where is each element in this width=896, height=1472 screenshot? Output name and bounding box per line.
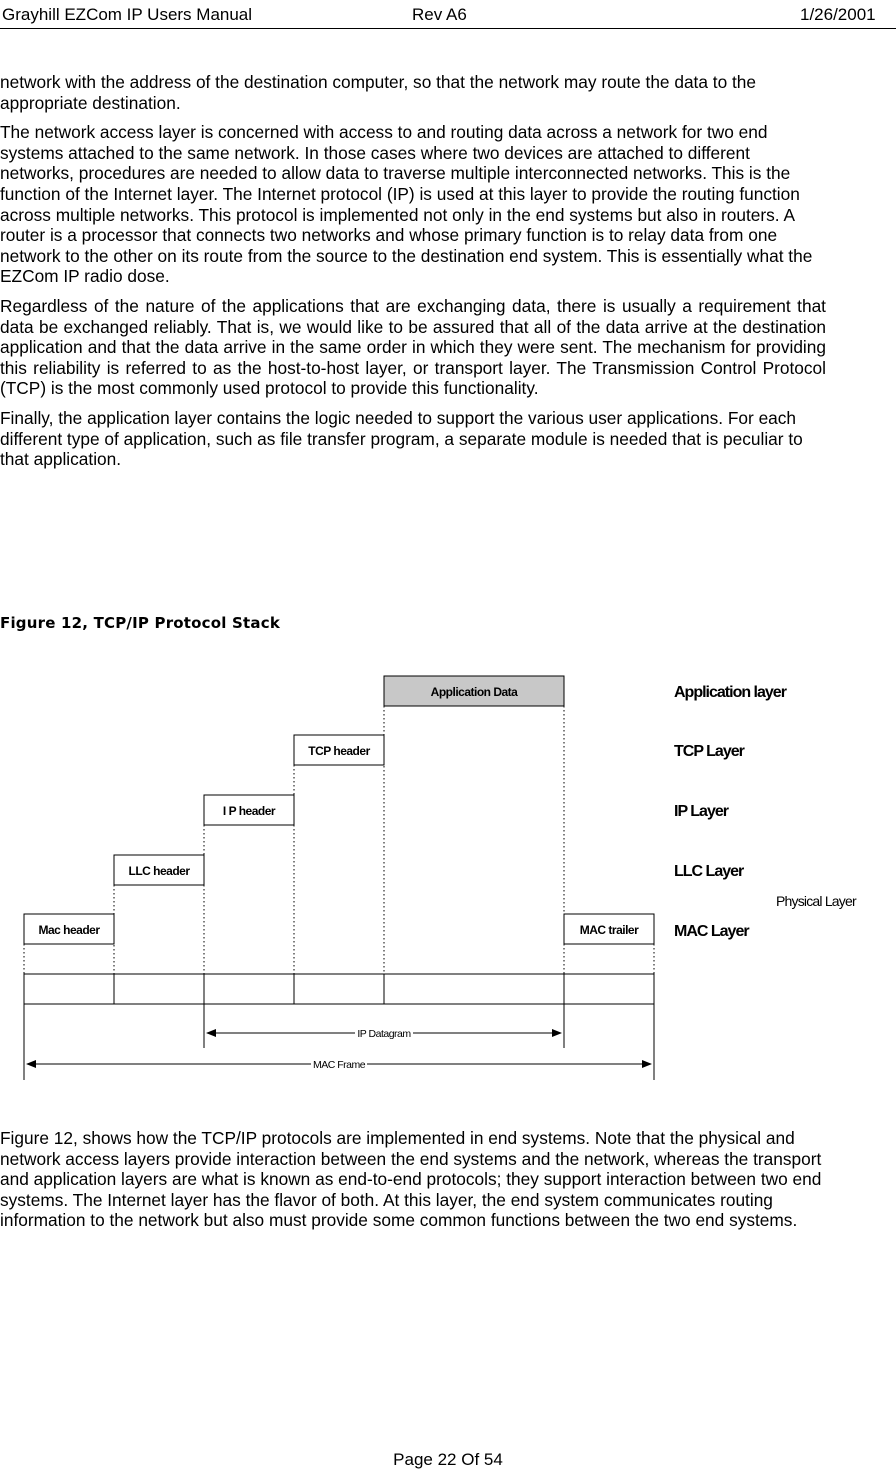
llc-layer-label: LLC Layer	[674, 863, 744, 880]
body-text	[0, 72, 826, 479]
frame-row-outline	[24, 974, 654, 1004]
tcp-layer-label: TCP Layer	[674, 743, 744, 760]
mac-layer-label: MAC Layer	[674, 923, 749, 940]
mac-header-label: Mac header	[38, 923, 100, 937]
frame-row	[24, 974, 654, 1004]
application-layer-label: Application layer	[674, 684, 786, 701]
mac-trailer-label: MAC trailer	[579, 923, 639, 937]
closing-text	[0, 1128, 826, 1231]
header-revision: Rev A6	[412, 5, 467, 24]
header-title: Grayhill EZCom IP Users Manual	[2, 5, 253, 24]
paragraph: Finally, the application layer contains the logic needed to support the various user applications. For each different type of application, such as file transfer program, a separate module is needed that is peculiar to that application.	[0, 407, 803, 470]
paragraph: The network access layer is concerned with access to and routing data across a network for two end systems attached to the same network. In those cases where two devices are attached to different networks, procedures are needed to allow data to traverse multiple interconnected networks. This is the function of the Internet layer. The Internet protocol (IP) is used at this layer to provide the routing function across multiple networks. This protocol is implemented not only in the end systems but also in routers. A router is a processor that connects two networks and whose primary function is to relay data from one network to the other on its route from the source to the destination end system. This is essentially what the EZCom IP radio dose.	[0, 122, 813, 287]
figure-caption: Figure 12, TCP/IP Protocol Stack	[0, 614, 280, 632]
paragraph: Figure 12, shows how the TCP/IP protocols are implemented in end systems. Note that the physical and network access layers provide interaction between the end systems and the network, whereas the transport and application layers are what is known as end-to-end protocols; they support interaction between two end systems. The Internet layer has the flavor of both. At this layer, the end system communicates routing information to the network but also must provide some common functions between the two end systems.	[0, 1128, 822, 1231]
ip-layer-label: IP Layer	[674, 803, 728, 820]
ip-datagram-label: IP Datagram	[357, 1028, 411, 1040]
paragraph: network with the address of the destination computer, so that the network may route the data to the appropriate destination.	[0, 72, 757, 113]
header-rule	[0, 28, 896, 29]
llc-header-label: LLC header	[128, 864, 190, 878]
paragraph: Regardless of the nature of the applications that are exchanging data, there is usually a requirement that data be exchanged reliably. That is, we would like to be assured that all of the data arrive at the destination application and that the data arrive in the same order in which they were sent. The mechanism for providing this reliability is referred to as the host-to-host layer, or transport layer. The Transmission Control Protocol (TCP) is the most commonly used protocol to provide this functionality.	[0, 295, 826, 399]
page-number: Page 22 Of 54	[393, 1450, 503, 1469]
protocol-stack-svg	[0, 640, 896, 1100]
physical-layer-label: Physical Layer	[776, 893, 856, 909]
header-date: 1/26/2001	[800, 5, 876, 24]
tcp-header-label: TCP header	[308, 744, 370, 758]
protocol-stack-diagram	[0, 640, 896, 1100]
ip-header-label: I P header	[222, 804, 276, 818]
mac-frame-label: MAC Frame	[312, 1059, 366, 1071]
application-data-label: Application Data	[430, 685, 518, 699]
